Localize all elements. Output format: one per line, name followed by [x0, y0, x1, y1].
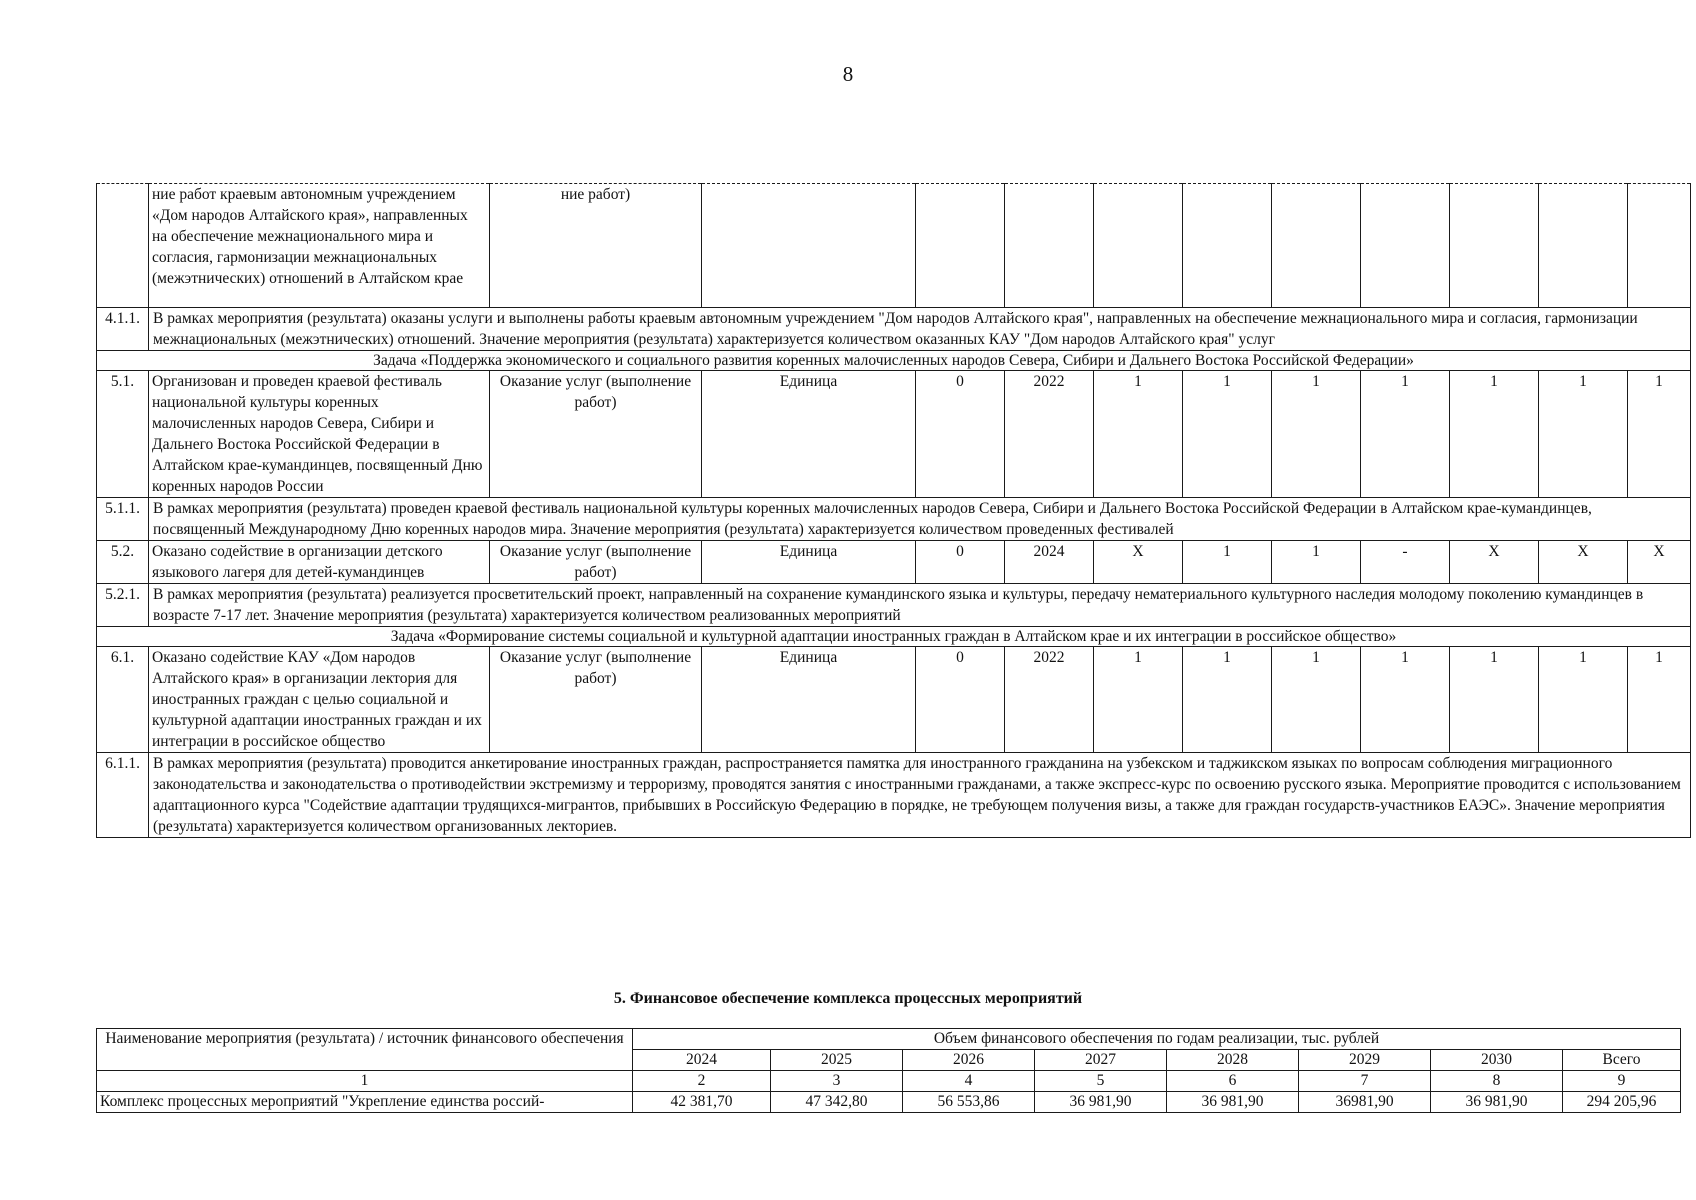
base-year-cell: 2022 [1005, 371, 1094, 498]
task-heading: Задача «Поддержка экономического и социального развития коренных малочисленных народов Севера, Сибири и Дальнего Востока Российской Федерации» [97, 351, 1691, 371]
value-cell: - [1361, 541, 1450, 584]
value-cell [1183, 184, 1272, 308]
activity-type-cell: Оказание услуг (выполнение работ) [490, 541, 702, 584]
task-heading: Задача «Формирование системы социальной и культурной адаптации иностранных граждан в Алтайском крае и их интеграции в российское общество» [97, 627, 1691, 647]
index-cell: 8 [1431, 1071, 1563, 1092]
row-number-cell: 5.2.1. [97, 584, 149, 627]
index-cell: 7 [1299, 1071, 1431, 1092]
value-cell: X [1539, 541, 1628, 584]
row-number-cell: 6.1. [97, 647, 149, 753]
amount-cell: 36981,90 [1299, 1092, 1431, 1113]
value-cell [1094, 184, 1183, 308]
name-column-header: Наименование мероприятия (результата) / источник финансового обеспечения [97, 1029, 633, 1071]
unit-cell [702, 184, 916, 308]
unit-cell: Единица [702, 541, 916, 584]
result-description-cell: В рамках мероприятия (результата) проводится анкетирование иностранных граждан, распространяется памятка для иностранного гражданина на узбекском и таджикском языках по вопросам соблюдения миграционного законодательства и законодательства о противодействии экстремизму и терроризму, проводятся занятия с иностранными гражданами, а также экспресс-курс по освоению русского языка. Мероприятие проводится с использованием адаптационного курса "Содействие адаптации трудящихся-мигрантов, прибывших в Российскую Федерацию в порядке, не требующем получения визы, а также для граждан государств-участников ЕАЭС». Значение мероприятия (результата) характеризуется количеством организованных лекториев. [149, 753, 1691, 838]
table-row [97, 1092, 1681, 1113]
table-row [97, 627, 1691, 647]
activities-table [96, 183, 1691, 838]
year-header: 2030 [1431, 1050, 1563, 1071]
table-row [97, 371, 1691, 498]
table-row [97, 308, 1691, 351]
table-row [97, 351, 1691, 371]
base-year-cell: 2022 [1005, 647, 1094, 753]
value-cell: 1 [1272, 541, 1361, 584]
program-name-cell: Комплекс процессных мероприятий "Укрепление единства россий- [97, 1092, 633, 1113]
index-cell: 6 [1167, 1071, 1299, 1092]
year-header: 2029 [1299, 1050, 1431, 1071]
value-cell [1272, 184, 1361, 308]
row-number-cell: 5.1.1. [97, 498, 149, 541]
result-description-cell: В рамках мероприятия (результата) реализуется просветительский проект, направленный на сохранение кумандинского языка и культуры, передачу нематериального культурного наследия молодому поколению кумандинцев в возрасте 7-17 лет. Значение мероприятия (результата) характеризуется количеством реализованных мероприятий [149, 584, 1691, 627]
row-number-cell [97, 184, 149, 308]
table-row [97, 184, 1691, 308]
value-cell [1628, 184, 1691, 308]
value-cell: 1 [1450, 371, 1539, 498]
base-value-cell [916, 184, 1005, 308]
amount-cell: 47 342,80 [771, 1092, 903, 1113]
value-cell: 1 [1094, 371, 1183, 498]
value-cell: 1 [1628, 647, 1691, 753]
value-cell: 1 [1183, 647, 1272, 753]
activity-type-cell: Оказание услуг (выполнение работ) [490, 647, 702, 753]
table-row [97, 753, 1691, 838]
unit-cell: Единица [702, 371, 916, 498]
value-cell [1450, 184, 1539, 308]
row-number-cell: 6.1.1. [97, 753, 149, 838]
value-cell [1361, 184, 1450, 308]
base-value-cell: 0 [916, 541, 1005, 584]
activity-name-cell: ние работ краевым автономным учреждением «Дом народов Алтайского края», направленных на обеспечение межнационального мира и согласия, гармонизации межнациональных (межэтнических) отношений в Алтайском крае [149, 184, 490, 308]
table-row [97, 584, 1691, 627]
finance-table [96, 1028, 1681, 1113]
funding-group-header: Объем финансового обеспечения по годам реализации, тыс. рублей [633, 1029, 1681, 1050]
year-header: 2028 [1167, 1050, 1299, 1071]
value-cell: 1 [1183, 371, 1272, 498]
table-row [97, 647, 1691, 753]
total-cell: 294 205,96 [1563, 1092, 1681, 1113]
activity-type-cell: ние работ) [490, 184, 702, 308]
year-header: 2024 [633, 1050, 771, 1071]
header-row [97, 1029, 1681, 1050]
row-number-cell: 5.1. [97, 371, 149, 498]
value-cell: 1 [1272, 371, 1361, 498]
base-value-cell: 0 [916, 371, 1005, 498]
table-row [97, 498, 1691, 541]
value-cell: 1 [1361, 647, 1450, 753]
index-cell: 4 [903, 1071, 1035, 1092]
value-cell: 1 [1450, 647, 1539, 753]
value-cell: 1 [1094, 647, 1183, 753]
activity-name-cell: Организован и проведен краевой фестиваль национальной культуры коренных малочисленных народов Севера, Сибири и Дальнего Востока Российской Федерации в Алтайском крае-кумандинцев, посвященный Дню коренных народов России [149, 371, 490, 498]
index-cell: 1 [97, 1071, 633, 1092]
result-description-cell: В рамках мероприятия (результата) проведен краевой фестиваль национальной культуры коренных малочисленных народов Севера, Сибири и Дальнего Востока Российской Федерации в Алтайском крае-кумандинцев, посвященный Международному Дню коренных народов мира. Значение мероприятия (результата) характеризуется количеством проведенных фестивалей [149, 498, 1691, 541]
value-cell: 1 [1183, 541, 1272, 584]
base-year-cell: 2024 [1005, 541, 1094, 584]
value-cell: X [1450, 541, 1539, 584]
activity-name-cell: Оказано содействие КАУ «Дом народов Алтайского края» в организации лектория для иностранных граждан с целью социальной и культурной адаптации иностранных граждан и их интеграции в российское общество [149, 647, 490, 753]
row-number-cell: 4.1.1. [97, 308, 149, 351]
base-year-cell [1005, 184, 1094, 308]
index-cell: 5 [1035, 1071, 1167, 1092]
value-cell: 1 [1539, 371, 1628, 498]
amount-cell: 42 381,70 [633, 1092, 771, 1113]
result-description-cell: В рамках мероприятия (результата) оказаны услуги и выполнены работы краевым автономным учреждением "Дом народов Алтайского края", направленных на обеспечение межнационального мира и согласия, гармонизации межнациональных (межэтнических) отношений. Значение мероприятия (результата) характеризуется количеством оказанных КАУ "Дом народов Алтайского края" услуг [149, 308, 1691, 351]
value-cell: 1 [1361, 371, 1450, 498]
table-row [97, 541, 1691, 584]
amount-cell: 36 981,90 [1035, 1092, 1167, 1113]
value-cell: 1 [1272, 647, 1361, 753]
amount-cell: 36 981,90 [1431, 1092, 1563, 1113]
index-cell: 2 [633, 1071, 771, 1092]
value-cell: X [1628, 541, 1691, 584]
year-header: 2027 [1035, 1050, 1167, 1071]
unit-cell: Единица [702, 647, 916, 753]
index-cell: 3 [771, 1071, 903, 1092]
row-number-cell: 5.2. [97, 541, 149, 584]
section-title: 5. Финансовое обеспечение комплекса процессных мероприятий [613, 990, 1083, 1007]
total-header: Всего [1563, 1050, 1681, 1071]
year-header: 2026 [903, 1050, 1035, 1071]
activity-name-cell: Оказано содействие в организации детского языкового лагеря для детей-кумандинцев [149, 541, 490, 584]
value-cell: 1 [1628, 371, 1691, 498]
amount-cell: 36 981,90 [1167, 1092, 1299, 1113]
value-cell: 1 [1539, 647, 1628, 753]
page-number: 8 [842, 62, 854, 86]
year-header: 2025 [771, 1050, 903, 1071]
value-cell: X [1094, 541, 1183, 584]
index-row [97, 1071, 1681, 1092]
amount-cell: 56 553,86 [903, 1092, 1035, 1113]
value-cell [1539, 184, 1628, 308]
base-value-cell: 0 [916, 647, 1005, 753]
index-cell: 9 [1563, 1071, 1681, 1092]
activity-type-cell: Оказание услуг (выполнение работ) [490, 371, 702, 498]
